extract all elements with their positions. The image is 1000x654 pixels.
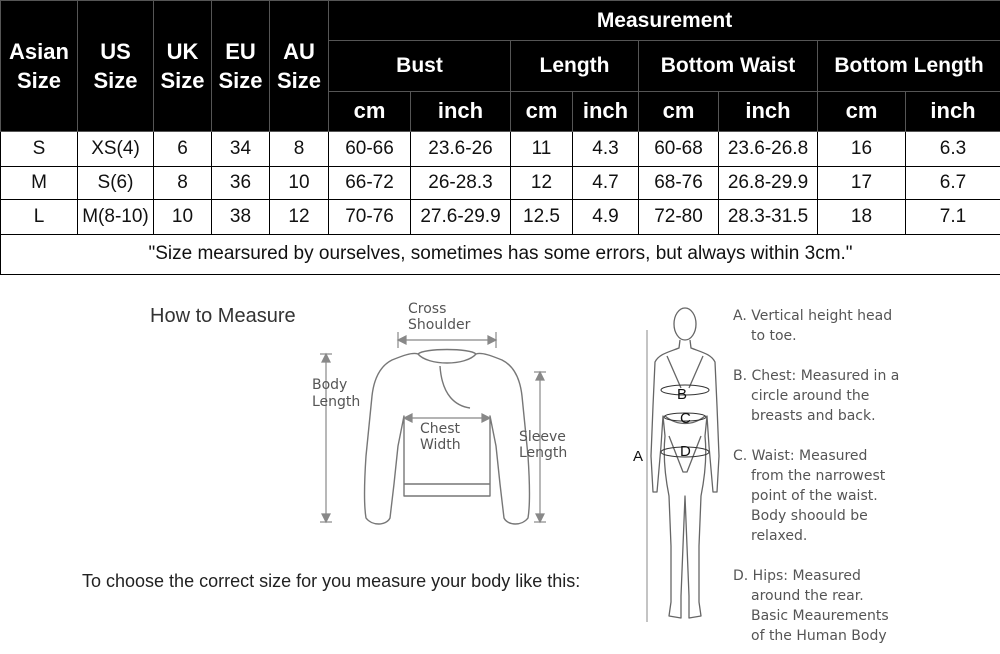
header-bottom-waist: Bottom Waist [639,41,818,91]
table-cell: 6 [154,131,212,166]
header-bottom-length: Bottom Length [818,41,1000,91]
letter-a: A [633,448,644,465]
body-outline [651,340,719,618]
table-cell: 66-72 [329,167,411,200]
shoulder-label-line2: Shoulder [408,317,471,333]
table-cell: 28.3-31.5 [719,200,818,234]
table-cell: 10 [154,200,212,234]
table-cell: 26-28.3 [411,167,511,200]
header-us-size: US Size [78,1,154,132]
table-cell: 8 [270,131,329,166]
desc-b-line: B. Chest: Measured in a [733,368,900,384]
table-cell: 60-68 [639,131,719,166]
letter-c: C [680,410,691,427]
description-b [733,366,933,426]
table-cell: 6.3 [906,131,1000,166]
header-unit: inch [906,91,1000,131]
table-cell: 12.5 [511,200,573,234]
desc-a-line: to toe. [751,328,797,344]
table-cell: 11 [511,131,573,166]
table-cell: 4.9 [573,200,639,234]
desc-d-line: D. Hips: Measured [733,568,861,584]
body-length-label-line2: Length [312,394,361,410]
table-cell: 23.6-26.8 [719,131,818,166]
desc-c-line: point of the waist. [751,488,878,504]
table-cell: 12 [270,200,329,234]
description-a [733,306,933,346]
sweater-collar [418,350,476,364]
header-unit: cm [818,91,906,131]
body-label-line1: Body [312,377,348,393]
desc-c-line: Body shoould be [751,508,868,524]
table-cell: XS(4) [78,131,154,166]
sleeve-length-label-line2: Length [519,445,568,461]
table-cell: 26.8-29.9 [719,167,818,200]
table-cell: S [1,131,78,166]
table-cell: 34 [212,131,270,166]
table-cell: 70-76 [329,200,411,234]
table-cell: 60-66 [329,131,411,166]
description-c [733,446,933,546]
header-bust: Bust [329,41,511,91]
desc-d-line: Basic Meaurements [751,608,889,624]
table-row [1,200,1000,234]
desc-d-line: around the rear. [751,588,864,604]
sweater-hood-fold [440,366,470,408]
header-unit: cm [329,91,411,131]
header-unit: cm [511,91,573,131]
size-chart-table [0,0,1000,275]
header-measurement: Measurement [329,1,1000,41]
header-au-size: AU Size [270,1,329,132]
table-cell: 10 [270,167,329,200]
desc-a-line: A. Vertical height head [733,308,893,324]
desc-c-line: C. Waist: Measured [733,448,868,464]
table-cell: 27.6-29.9 [411,200,511,234]
choose-size-text: To choose the correct size for you measure your body like this: [82,571,581,591]
desc-c-line: from the narrowest [751,468,886,484]
cross-label-line1: Cross [408,301,447,317]
table-row [1,167,1000,200]
header-eu-size: EU Size [212,1,270,132]
table-row [1,131,1000,166]
table-cell: 38 [212,200,270,234]
desc-d-line: of the Human Body [751,628,887,644]
table-cell: 17 [818,167,906,200]
table-cell: S(6) [78,167,154,200]
table-cell: M [1,167,78,200]
description-d [733,566,933,646]
header-length: Length [511,41,639,91]
head-shape [674,308,696,340]
table-cell: 68-76 [639,167,719,200]
header-unit: inch [719,91,818,131]
how-to-measure-title: How to Measure [150,305,296,327]
header-uk-size: UK Size [154,1,212,132]
table-cell: 6.7 [906,167,1000,200]
table-cell: 16 [818,131,906,166]
header-unit: cm [639,91,719,131]
sleeve-label-line1: Sleeve [519,429,566,445]
table-cell: 4.3 [573,131,639,166]
table-cell: 18 [818,200,906,234]
table-cell: 12 [511,167,573,200]
size-note: "Size mearsured by ourselves, sometimes has some errors, but always within 3cm." [1,234,1000,274]
desc-c-line: relaxed. [751,528,808,544]
chest-label-line1: Chest [420,421,461,437]
table-cell: 23.6-26 [411,131,511,166]
letter-d: D [680,443,691,460]
letter-b: B [677,386,688,403]
header-unit: inch [573,91,639,131]
table-cell: 4.7 [573,167,639,200]
table-cell: L [1,200,78,234]
table-cell: 36 [212,167,270,200]
body-figure [625,296,725,646]
header-unit: inch [411,91,511,131]
sweater-diagram [300,296,590,536]
desc-b-line: circle around the [751,388,870,404]
table-cell: M(8-10) [78,200,154,234]
table-cell: 7.1 [906,200,1000,234]
table-cell: 8 [154,167,212,200]
chest-width-label-line2: Width [420,437,461,453]
desc-b-line: breasts and back. [751,408,876,424]
table-cell: 72-80 [639,200,719,234]
header-asian-size: Asian Size [1,1,78,132]
